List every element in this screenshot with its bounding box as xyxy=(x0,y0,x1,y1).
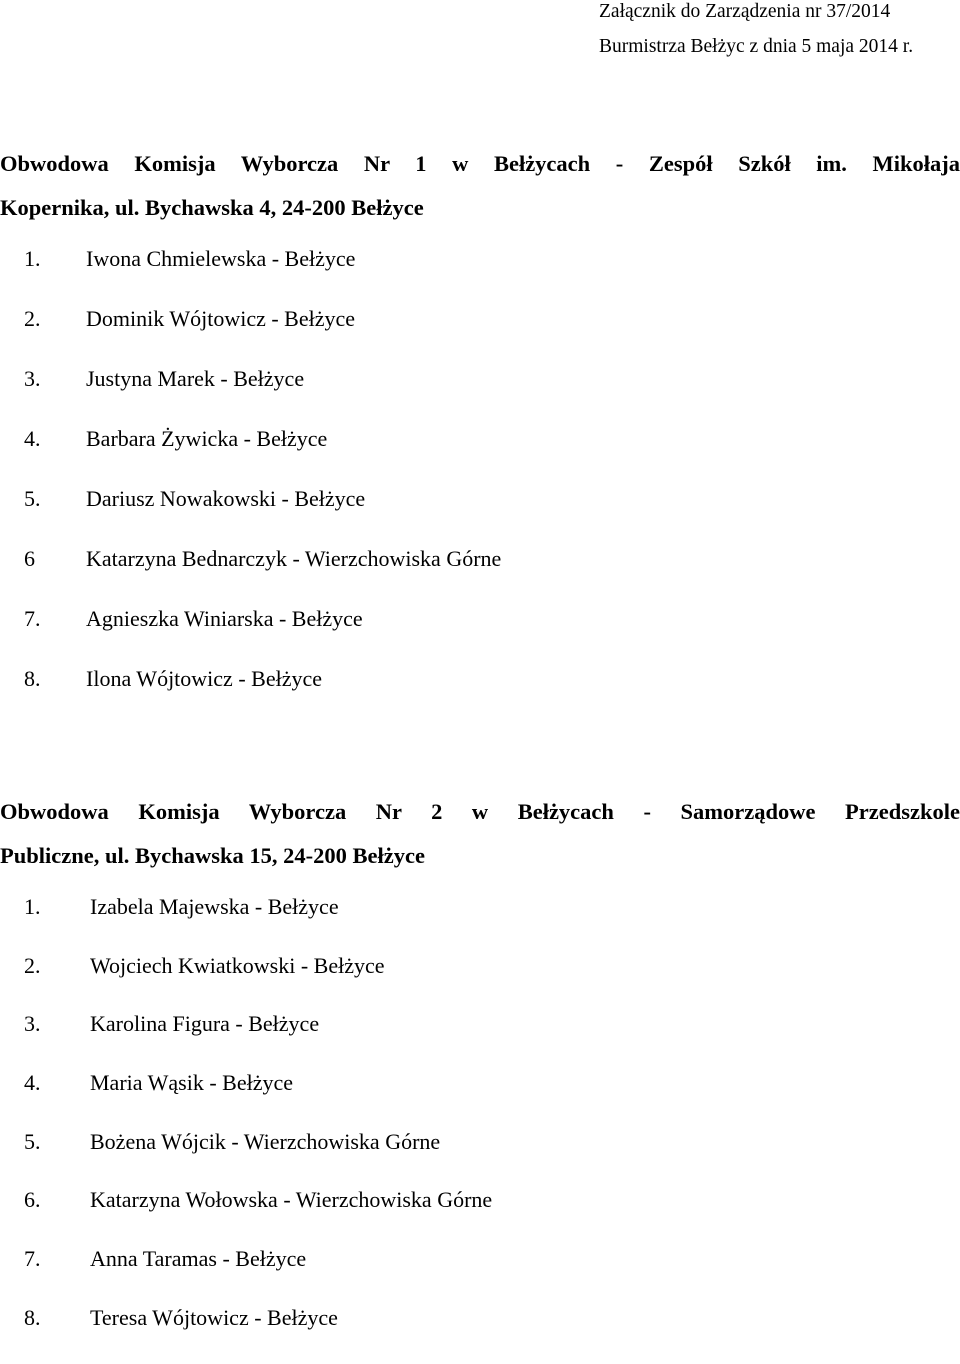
attachment-note-line1: Załącznik do Zarządzenia nr 37/2014 xyxy=(599,1,891,22)
list-item-name: Ilona Wójtowicz - Bełżyce xyxy=(86,666,322,691)
list-item-number: 8. xyxy=(24,666,41,691)
list-item-name: Wojciech Kwiatkowski - Bełżyce xyxy=(90,952,385,978)
list-item-number: 4. xyxy=(24,426,41,451)
list-item-name: Justyna Marek - Bełżyce xyxy=(86,366,305,391)
list-item-number: 5. xyxy=(24,1128,41,1154)
list-item-number: 3. xyxy=(24,366,41,391)
list-item-number: 7. xyxy=(24,1246,41,1272)
section-2-title-line2: Publiczne, ul. Bychawska 15, 24-200 Bełżyce xyxy=(0,843,425,868)
list-item-number: 3. xyxy=(24,1011,41,1037)
list-item-name: Dariusz Nowakowski - Bełżyce xyxy=(86,486,366,511)
list-item-name: Teresa Wójtowicz - Bełżyce xyxy=(90,1304,338,1330)
list-item-name: Anna Taramas - Bełżyce xyxy=(90,1246,307,1272)
section-2-title xyxy=(0,790,960,878)
list-item-name: Agnieszka Winiarska - Bełżyce xyxy=(86,606,363,631)
list-item-number: 6 xyxy=(24,546,35,571)
list-item-number: 2. xyxy=(24,952,41,978)
attachment-note xyxy=(599,0,913,58)
list-item-number: 2. xyxy=(24,306,41,331)
list-item-number: 6. xyxy=(24,1187,41,1213)
list-item-name: Katarzyna Bednarczyk - Wierzchowiska Górne xyxy=(86,546,502,571)
list-item-number: 1. xyxy=(24,246,41,271)
list-item-name: Iwona Chmielewska - Bełżyce xyxy=(86,246,356,271)
attachment-note-line2: Burmistrza Bełżyc z dnia 5 maja 2014 r. xyxy=(599,36,914,57)
list-item-name: Izabela Majewska - Bełżyce xyxy=(90,894,339,919)
list-item-number: 7. xyxy=(24,606,41,631)
list-item-name: Dominik Wójtowicz - Bełżyce xyxy=(86,306,356,331)
section-1-title xyxy=(0,142,960,230)
list-item-name: Katarzyna Wołowska - Wierzchowiska Górne xyxy=(90,1187,493,1213)
list-item-name: Karolina Figura - Bełżyce xyxy=(90,1011,320,1037)
list-item-number: 4. xyxy=(24,1070,41,1096)
section-1-title-line2: Kopernika, ul. Bychawska 4, 24-200 Bełżyce xyxy=(0,195,424,220)
list-item-number: 5. xyxy=(24,486,41,511)
section-1-title-line1: Obwodowa Komisja Wyborcza Nr 1 w Bełżycach - Zespół Szkół im. Mikołaja xyxy=(0,151,960,176)
list-item-name: Bożena Wójcik - Wierzchowiska Górne xyxy=(90,1128,441,1154)
section-2-title-line1: Obwodowa Komisja Wyborcza Nr 2 w Bełżycach - Samorządowe Przedszkole xyxy=(0,799,960,824)
list-item-name: Barbara Żywicka - Bełżyce xyxy=(86,426,328,451)
list-item-number: 1. xyxy=(24,894,41,919)
list-item-number: 8. xyxy=(24,1304,41,1330)
list-item-name: Maria Wąsik - Bełżyce xyxy=(90,1070,294,1096)
